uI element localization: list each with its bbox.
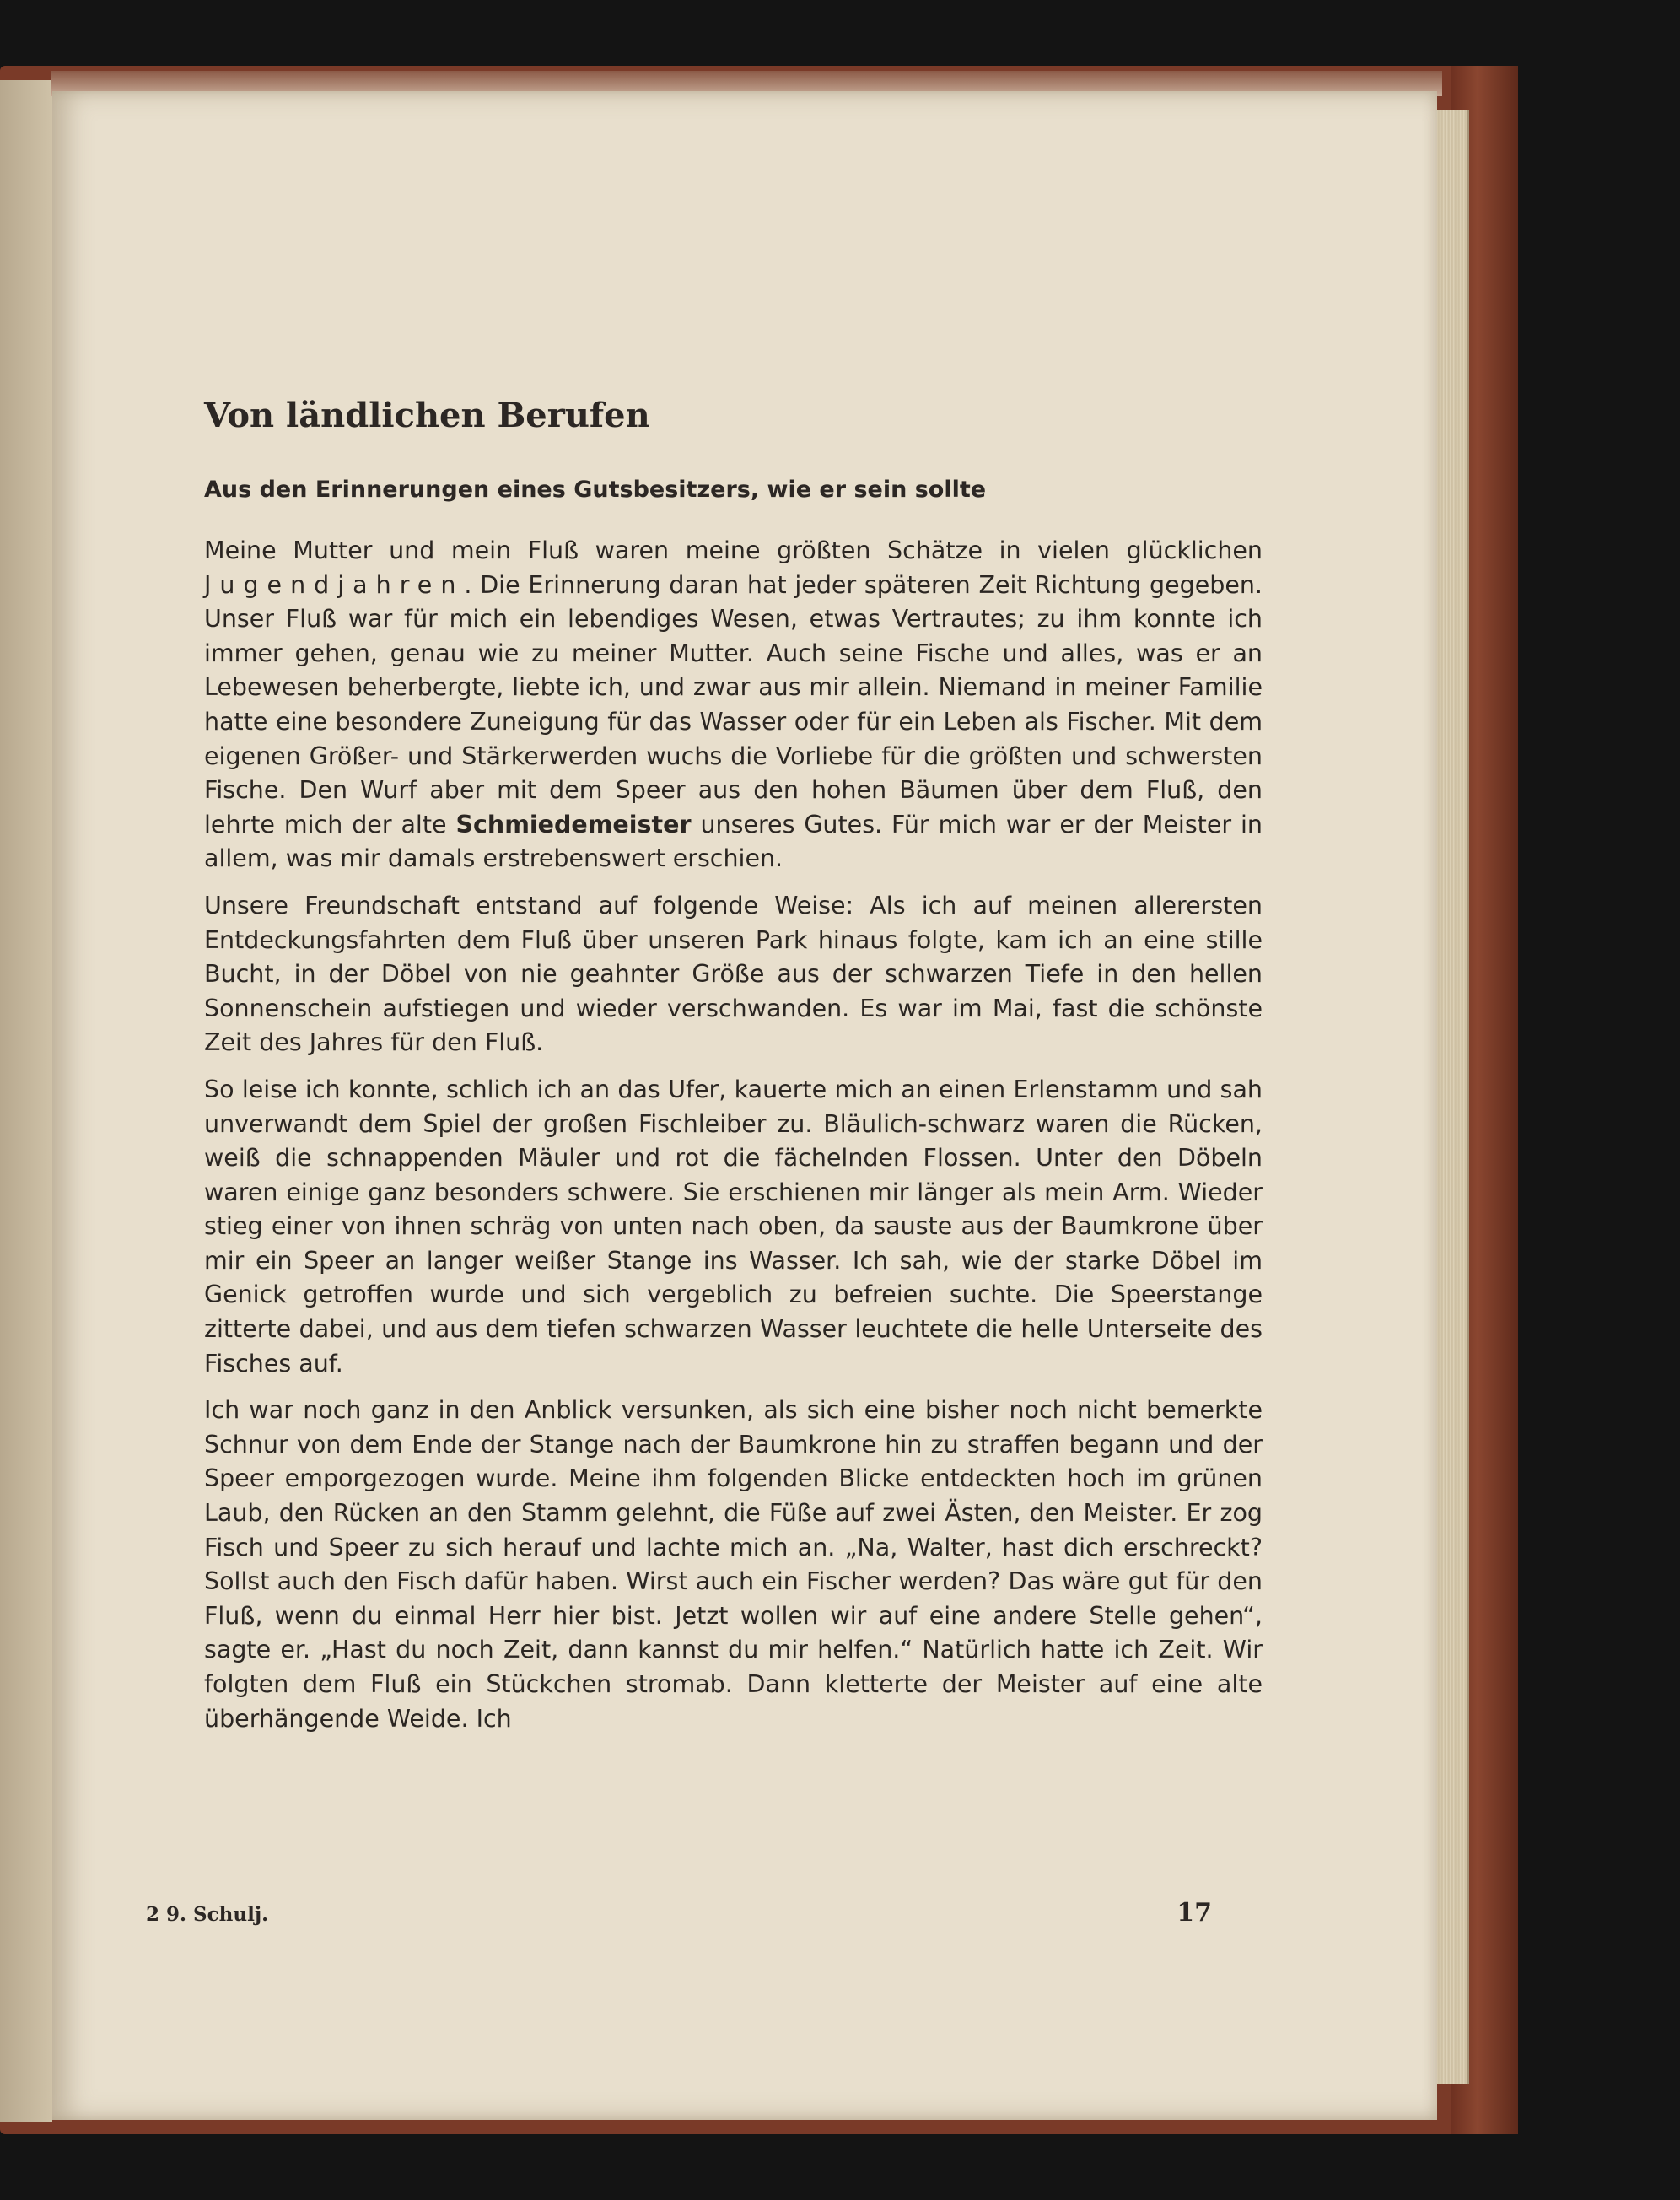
facing-page-edge xyxy=(0,80,52,2122)
paragraph-1-part-e: unseres Gutes. Für mich war er der Meister in allem, was mir damals erstrebenswert erschien. xyxy=(204,810,1263,873)
paragraph-2: Unsere Freundschaft entstand auf folgende Weise: Als ich auf meinen allerersten Entdeckungsfahrten dem Fluß über unseren Park hinaus folgte, kam ich an eine stille Bucht, in der Döbel von nie geahnter Größe aus der schwarzen Tiefe in den hellen Sonnenschein aufstiegen und wieder verschwanden. Es war im Mai, fast die schönste Zeit des Jahres für den Fluß. xyxy=(204,891,1263,1057)
book-page xyxy=(52,91,1437,2120)
signature-mark: 2 9. Schulj. xyxy=(146,1903,269,1926)
chapter-title: Von ländlichen Berufen xyxy=(204,396,650,435)
bold-word: Schmiedemeister xyxy=(455,810,692,838)
page-number: 17 xyxy=(1177,1898,1212,1928)
spaced-word: Jugendjahren xyxy=(204,570,465,599)
page-edges xyxy=(1434,110,1469,2084)
page-footer xyxy=(146,1898,1212,1937)
paragraph-3: So leise ich konnte, schlich ich an das Ufer, kauerte mich an einen Erlenstamm und sah unverwandt dem Spiel der großen Fischleiber zu. Bläulich-schwarz waren die Rücken, weiß die schnappenden Mäuler und rot die fächelnden Flossen. Unter den Döbeln waren einige ganz besonders schwere. Sie erschienen mir länger als mein Arm. Wieder stieg einer von ihnen schräg von unten nach oben, da sauste aus der Baumkrone über mir ein Speer an langer weißer Stange ins Wasser. Ich sah, wie der starke Döbel im Genick getroffen wurde und sich vergeblich zu befreien suchte. Die Speerstange zitterte dabei, und aus dem tiefen schwarzen Wasser leuchtete die helle Unterseite des Fisches auf. xyxy=(204,1075,1263,1378)
paragraph-1 xyxy=(204,534,1263,876)
paragraph-1-part-a: Meine Mutter und mein Fluß waren meine größten Schätze in vielen glücklichen xyxy=(204,537,1263,564)
body-text xyxy=(204,534,1263,1749)
paragraph-4: Ich war noch ganz in den Anblick versunken, als sich eine bisher noch nicht bemerkte Schnur von dem Ende der Stange nach der Baumkrone hin zu straffen begann und der Speer emporgezogen wurde. Meine ihm folgenden Blicke entdeckten hoch im grünen Laub, den Rücken an den Stamm gelehnt, die Füße auf zwei Ästen, den Meister. Er zog Fisch und Speer zu sich herauf und lachte mich an. „Na, Walter, hast dich erschreckt? Sollst auch den Fisch dafür haben. Wirst auch ein Fischer werden? Das wäre gut für den Fluß, wenn du einmal Herr hier bist. Jetzt wollen wir auf eine andere Stelle gehen“, sagte er. „Hast du noch Zeit, dann kannst du mir helfen.“ Natürlich hatte ich Zeit. Wir folgten dem Fluß ein Stückchen stromab. Dann kletterte der Meister auf eine alte überhängende Weide. Ich xyxy=(204,1396,1263,1733)
chapter-subtitle: Aus den Erinnerungen eines Gutsbesitzers, wie er sein sollte xyxy=(204,477,987,503)
paragraph-1-part-c: . Die Erinnerung daran hat jeder späteren Zeit Richtung gegeben. Unser Fluß war für mich ein lebendiges Wesen, etwas Vertrautes; zu ihm konnte ich immer gehen, genau wie zu meiner Mutter. Auch seine Fische und alles, was er an Lebewesen beherbergte, liebte ich, und zwar aus mir allein. Niemand in meiner Familie hatte eine besondere Zuneigung für das Wasser oder für ein Leben als Fischer. Mit dem eigenen Größer- und Stärkerwerden wuchs die Vorliebe für die größten und schwersten Fische. Den Wurf aber mit dem Speer aus den hohen Bäumen über dem Fluß, den lehrte mich der alte xyxy=(204,570,1263,838)
